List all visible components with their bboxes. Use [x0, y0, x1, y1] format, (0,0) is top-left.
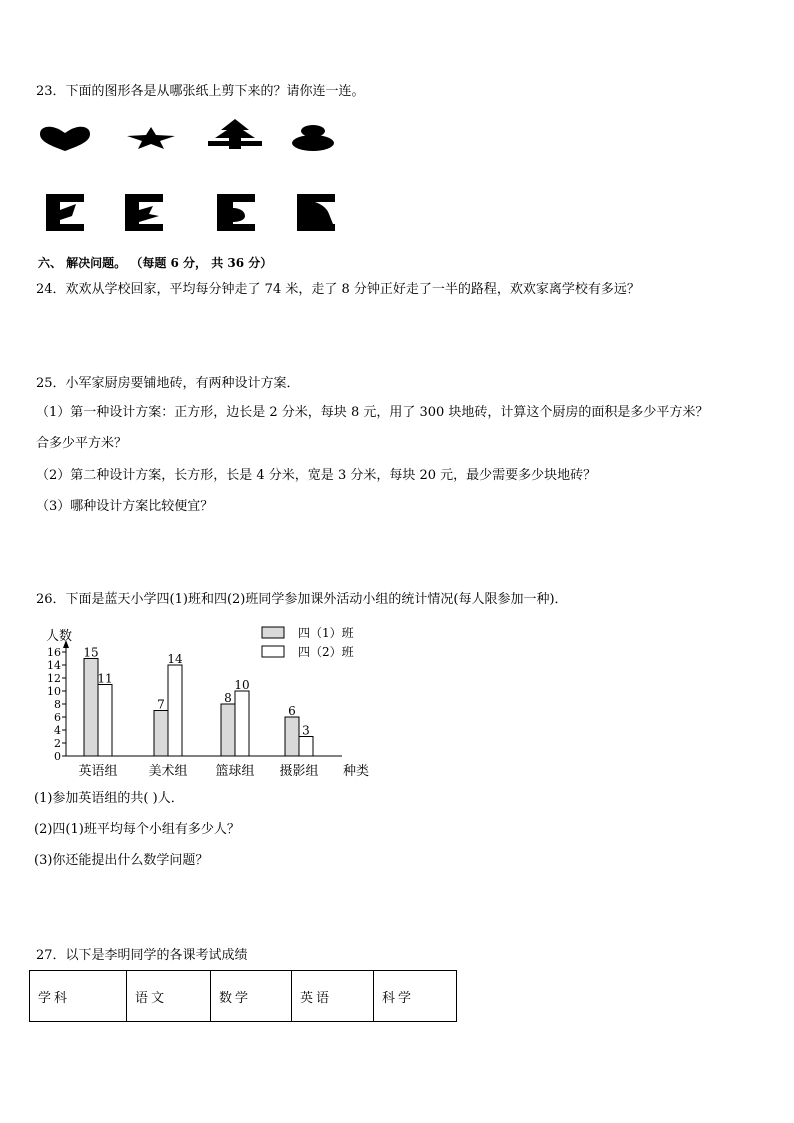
section-6-heading: 六、 解决问题。 （每题 6 分， 共 36 分）	[38, 256, 273, 270]
bar	[221, 704, 235, 756]
x-axis-label: 种类	[343, 764, 370, 779]
bar	[299, 737, 313, 757]
cut-paper-4-icon	[297, 194, 337, 232]
cut-paper-3-icon	[217, 194, 257, 232]
question-27-title: 27．以下是李明同学的各课考试成绩	[36, 948, 248, 963]
y-tick-label: 14	[47, 659, 61, 672]
question-25-part-2: （2）第二种设计方案，长方形，长是 4 分米，宽是 3 分米，每块 20 元，最少需要多少块地砖？	[36, 468, 597, 483]
table-cell-subject: 学科	[30, 971, 127, 1022]
bar	[84, 659, 98, 757]
legend-label: 四（1）班	[298, 626, 354, 640]
bar-value-label: 10	[234, 678, 250, 692]
question-25-part-3: （3）哪种设计方案比较便宜？	[36, 499, 214, 514]
bar-value-label: 7	[157, 697, 165, 712]
bar-value-label: 15	[83, 645, 99, 660]
table-cell-chinese: 语文	[127, 971, 211, 1022]
x-category-label: 篮球组	[215, 764, 255, 779]
y-tick-label: 8	[54, 698, 61, 711]
y-tick-label: 12	[47, 672, 61, 685]
question-23: 23．下面的图形各是从哪张纸上剪下来的？请你连一连。	[36, 84, 365, 99]
cut-paper-1-icon	[46, 194, 86, 232]
bar	[235, 691, 249, 756]
x-category-label: 美术组	[148, 764, 188, 779]
bar	[154, 711, 168, 757]
snowman-icon	[291, 124, 337, 152]
x-category-label: 摄影组	[279, 764, 319, 779]
table-cell-english: 英语	[292, 971, 374, 1022]
question-26-sub-1: (1)参加英语组的共( )人．	[34, 791, 184, 806]
question-24: 24．欢欢从学校回家，平均每分钟走了 74 米，走了 8 分钟正好走了一半的路程，欢欢家离学校有多远？	[36, 282, 640, 297]
x-category-label: 英语组	[78, 764, 118, 779]
score-table	[29, 970, 457, 1022]
cut-paper-2-icon	[125, 194, 165, 232]
question-26-title: 26．下面是蓝天小学四(1)班和四(2)班同学参加课外活动小组的统计情况(每人限参加一种)．	[36, 592, 568, 607]
legend-swatch	[262, 627, 284, 638]
question-25-title: 25．小军家厨房要铺地砖，有两种设计方案．	[36, 376, 300, 391]
y-axis-label: 人数	[46, 629, 73, 644]
bar-value-label: 8	[224, 691, 232, 705]
y-tick-label: 0	[54, 750, 61, 763]
bar-value-label: 11	[97, 671, 113, 686]
star-icon	[126, 126, 176, 150]
bar	[98, 685, 112, 757]
question-25-part-1: （1）第一种设计方案：正方形，边长是 2 分米，每块 8 元，用了 300 块地砖，计算这个厨房的面积是多少平方米？	[36, 405, 709, 420]
question-25-part-1b: 合多少平方米？	[36, 436, 128, 451]
tree-arrow-icon	[207, 118, 263, 150]
table-cell-math: 数学	[211, 971, 292, 1022]
legend-swatch	[262, 646, 284, 657]
bar-value-label: 6	[288, 704, 296, 718]
bar-chart	[40, 622, 380, 782]
heart-icon	[38, 124, 92, 152]
bar	[168, 665, 182, 756]
y-tick-label: 4	[54, 724, 61, 737]
table-cell-science: 科学	[374, 971, 457, 1022]
legend-label: 四（2）班	[298, 645, 354, 659]
y-tick-label: 6	[54, 711, 61, 724]
y-tick-label: 2	[54, 737, 61, 750]
bar-value-label: 3	[302, 723, 310, 738]
y-tick-label: 16	[47, 646, 61, 659]
question-26-sub-3: (3)你还能提出什么数学问题？	[34, 853, 209, 868]
bar-value-label: 14	[167, 652, 183, 666]
y-tick-label: 10	[47, 685, 61, 698]
table-row	[30, 971, 457, 1022]
bar	[285, 717, 299, 756]
question-26-sub-2: (2)四(1)班平均每个小组有多少人？	[34, 822, 240, 837]
